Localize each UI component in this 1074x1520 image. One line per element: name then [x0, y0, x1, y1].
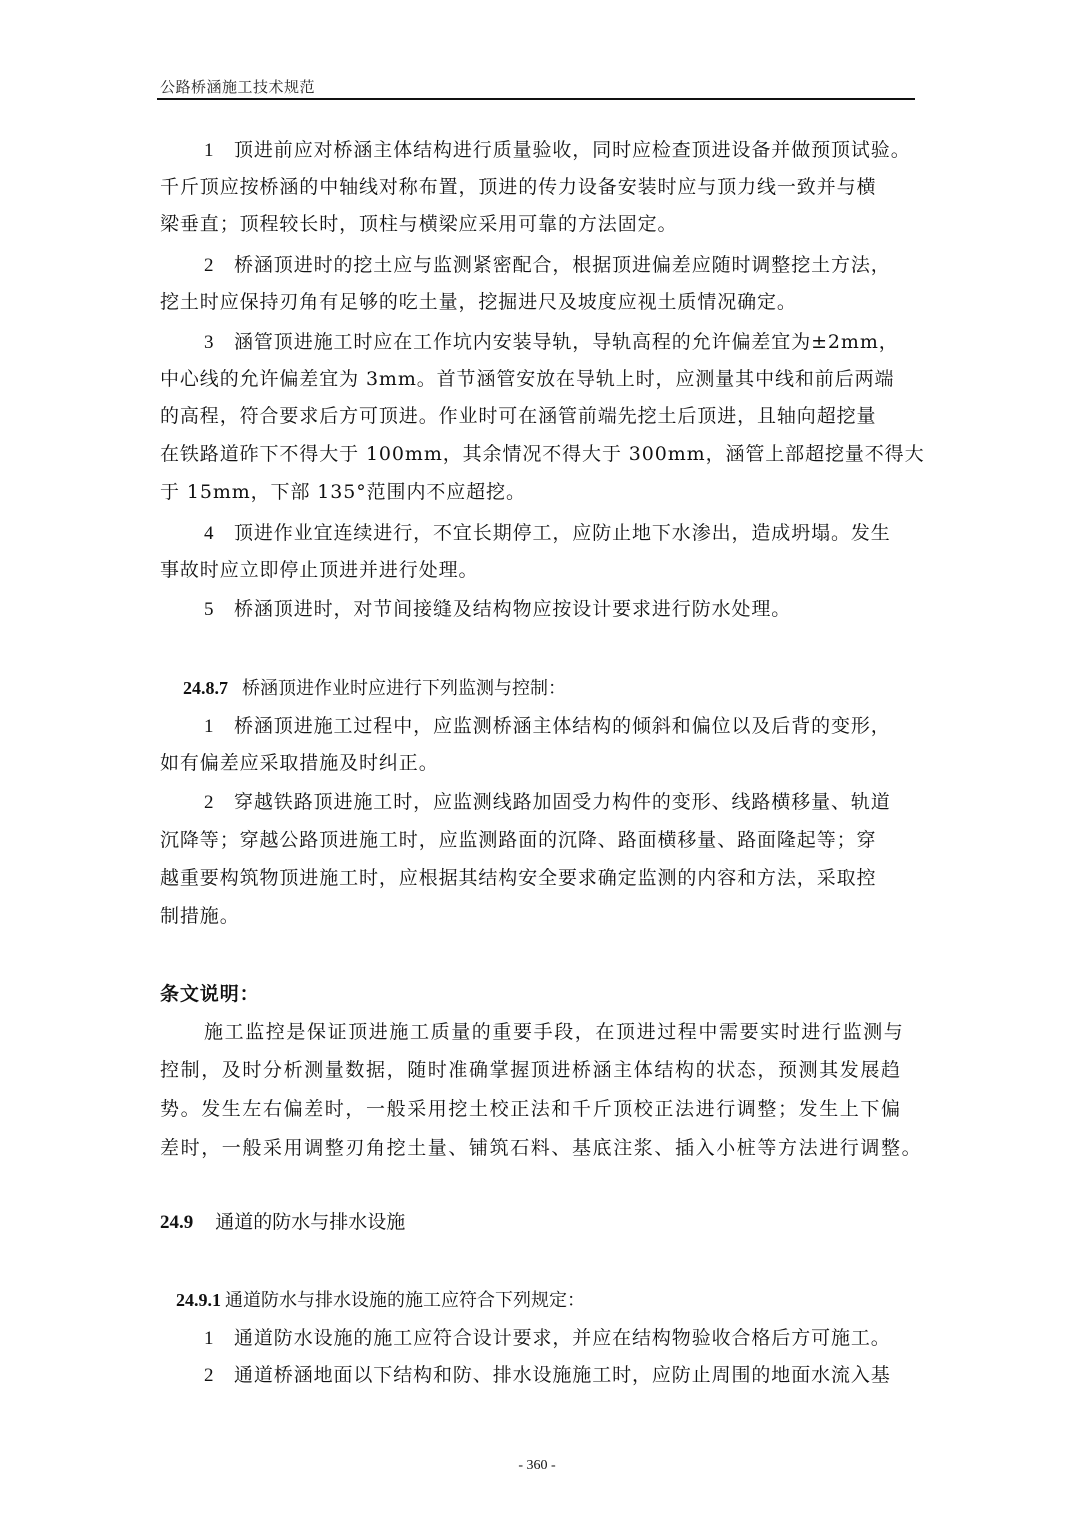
item-3-line-3: 的高程，符合要求后方可顶进。作业时可在涵管前端先挖土后顶进，且轴向超挖量	[160, 405, 877, 427]
item-number: 1	[204, 1328, 215, 1349]
clause-number: 24.9.1	[176, 1290, 221, 1310]
clause-24-8-7-item-1-line-2: 如有偏差应采取措施及时纠正。	[160, 752, 439, 774]
item-text: 顶进作业宜连续进行，不宜长期停工，应防止地下水渗出，造成坍塌。发生	[234, 522, 891, 544]
item-text: 通道防水设施的施工应符合设计要求，并应在结构物验收合格后方可施工。	[234, 1327, 891, 1349]
item-number: 5	[204, 599, 215, 620]
item-text: 桥涵顶进时，对节间接缝及结构物应按设计要求进行防水处理。	[234, 598, 792, 620]
clause-title: 通道防水与排水设施的施工应符合下列规定：	[225, 1290, 585, 1311]
commentary-line-4: 差时，一般采用调整刃角挖土量、铺筑石料、基底注浆、插入小桩等方法进行调整。	[160, 1137, 923, 1159]
item-text: 穿越铁路顶进施工时，应监测线路加固受力构件的变形、线路横移量、轨道	[234, 791, 891, 813]
item-number: 1	[204, 716, 215, 737]
clause-24-8-7-item-2-line-3: 越重要构筑物顶进施工时，应根据其结构安全要求确定监测的内容和方法，采取控	[160, 867, 877, 889]
clause-heading-24-9-1	[176, 1288, 585, 1313]
clause-heading-24-8-7	[183, 676, 566, 701]
item-4-line-2: 事故时应立即停止顶进并进行处理。	[160, 559, 479, 581]
commentary-line-2: 控制，及时分析测量数据，随时准确掌握顶进桥涵主体结构的状态，预测其发展趋	[160, 1059, 902, 1081]
item-text: 桥涵顶进时的挖土应与监测紧密配合，根据顶进偏差应随时调整挖土方法，	[234, 254, 891, 276]
clause-title: 桥涵顶进作业时应进行下列监测与控制：	[242, 678, 566, 699]
item-number: 4	[204, 523, 215, 544]
item-text: 桥涵顶进施工过程中，应监测桥涵主体结构的倾斜和偏位以及后背的变形，	[234, 715, 891, 737]
clause-24-8-7-item-2-line-1	[160, 790, 962, 815]
commentary-line-1: 施工监控是保证顶进施工质量的重要手段，在顶进过程中需要实时进行监测与	[204, 1021, 905, 1043]
item-number: 2	[204, 255, 215, 276]
item-text: 涵管顶进施工时应在工作坑内安装导轨，导轨高程的允许偏差宜为±2mm，	[234, 331, 899, 353]
commentary-line-3: 势。发生左右偏差时，一般采用挖土校正法和千斤顶校正法进行调整；发生上下偏	[160, 1098, 902, 1120]
item-text: 通道桥涵地面以下结构和防、排水设施施工时，应防止周围的地面水流入基	[234, 1364, 891, 1386]
item-4-line-1	[160, 521, 962, 546]
item-3-line-4: 在铁路道砟下不得大于 100mm，其余情况不得大于 300mm，涵管上部超挖量不得大	[160, 443, 925, 465]
item-3-line-5: 于 15mm，下部 135°范围内不应超挖。	[160, 481, 526, 503]
clause-24-9-1-item-1	[160, 1326, 962, 1351]
item-3-line-2: 中心线的允许偏差宜为 3mm。首节涵管安放在导轨上时，应测量其中线和前后两端	[160, 368, 895, 390]
page-number: - 360 -	[518, 1458, 556, 1473]
clause-number: 24.8.7	[183, 678, 228, 698]
item-number: 2	[204, 1365, 215, 1386]
item-number: 1	[204, 140, 215, 161]
item-1-line-3: 梁垂直；顶程较长时，顶柱与横梁应采用可靠的方法固定。	[160, 213, 678, 235]
item-2-line-1	[160, 253, 962, 278]
running-header: 公路桥涵施工技术规范	[160, 78, 316, 96]
item-text: 顶进前应对桥涵主体结构进行质量验收，同时应检查顶进设备并做预顶试验。	[234, 139, 911, 161]
clause-24-8-7-item-2-line-4: 制措施。	[160, 905, 240, 927]
clause-24-8-7-item-2-line-2: 沉降等；穿越公路顶进施工时，应监测路面的沉降、路面横移量、路面隆起等；穿	[160, 829, 877, 851]
item-1-line-1	[160, 138, 962, 163]
item-number: 3	[204, 332, 215, 353]
item-3-line-1	[160, 330, 962, 355]
item-2-line-2: 挖土时应保持刃角有足够的吃土量，挖掘进尺及坡度应视土质情况确定。	[160, 291, 797, 313]
item-5-line-1	[160, 597, 962, 622]
section-number: 24.9	[160, 1212, 194, 1233]
header-rule	[157, 98, 915, 100]
item-1-line-2: 千斤顶应按桥涵的中轴线对称布置，顶进的传力设备安装时应与顶力线一致并与横	[160, 176, 877, 198]
clause-24-8-7-item-1-line-1	[160, 714, 962, 739]
clause-24-9-1-item-2	[160, 1363, 962, 1388]
section-title: 通道的防水与排水设施	[215, 1211, 406, 1233]
commentary-title: 条文说明：	[160, 983, 260, 1005]
item-number: 2	[204, 792, 215, 813]
section-heading-24-9	[160, 1210, 405, 1235]
